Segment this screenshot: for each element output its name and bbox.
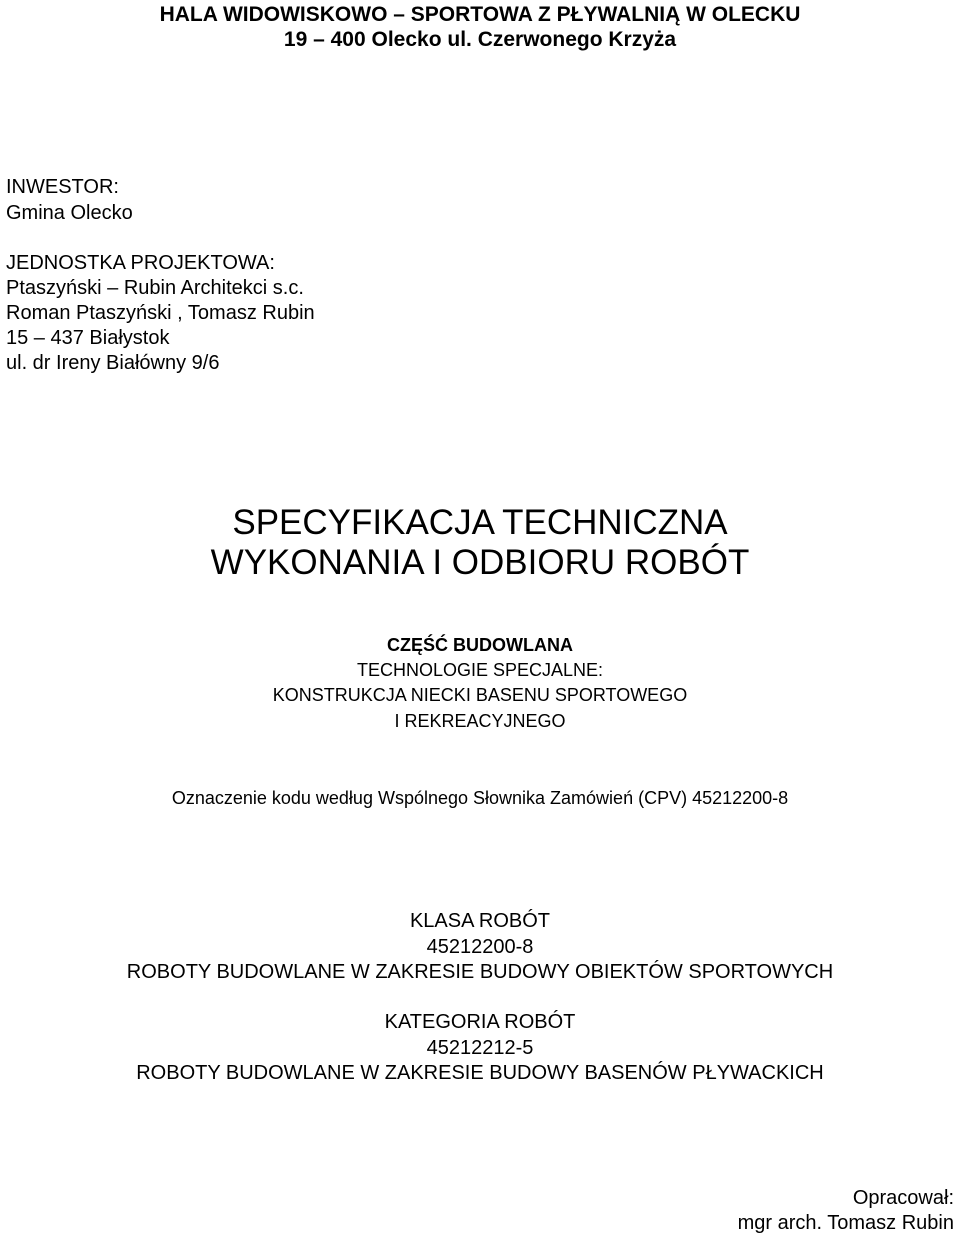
cpv-code: Oznaczenie kodu według Wspólnego Słownika Zamówień (CPV) 45212200-8 bbox=[171, 788, 789, 808]
design-unit-company: Ptaszyński – Rubin Architekci s.c. bbox=[6, 277, 304, 299]
work-class-code: 45212200-8 bbox=[426, 936, 534, 958]
work-category-description: ROBOTY BUDOWLANE W ZAKRESIE BUDOWY BASENÓW PŁYWACKICH bbox=[136, 1062, 824, 1084]
investor-label: INWESTOR: bbox=[6, 176, 119, 198]
investor-name: Gmina Olecko bbox=[6, 202, 133, 224]
author-name: mgr arch. Tomasz Rubin bbox=[737, 1212, 954, 1234]
section-construction: KONSTRUKCJA NIECKI BASENU SPORTOWEGO bbox=[272, 685, 688, 705]
design-unit-label: JEDNOSTKA PROJEKTOWA: bbox=[6, 252, 275, 274]
section-part: CZĘŚĆ BUDOWLANA bbox=[387, 635, 573, 655]
section-recreation: I REKREACYJNEGO bbox=[394, 711, 566, 731]
project-address: 19 – 400 Olecko ul. Czerwonego Krzyża bbox=[283, 28, 677, 51]
design-unit-street: ul. dr Ireny Białówny 9/6 bbox=[6, 352, 220, 374]
document-title-line2: WYKONANIA I ODBIORU ROBÓT bbox=[210, 543, 750, 582]
work-class-label: KLASA ROBÓT bbox=[409, 910, 551, 932]
section-tech: TECHNOLOGIE SPECJALNE: bbox=[356, 660, 604, 680]
author-label: Opracował: bbox=[852, 1187, 954, 1209]
work-category-code: 45212212-5 bbox=[426, 1037, 534, 1059]
design-unit-postal: 15 – 437 Białystok bbox=[6, 327, 170, 349]
project-title: HALA WIDOWISKOWO – SPORTOWA Z PŁYWALNIĄ W OLECKU bbox=[159, 3, 801, 26]
work-category-label: KATEGORIA ROBÓT bbox=[384, 1011, 576, 1033]
document-title-line1: SPECYFIKACJA TECHNICZNA bbox=[232, 503, 728, 542]
work-class-description: ROBOTY BUDOWLANE W ZAKRESIE BUDOWY OBIEKTÓW SPORTOWYCH bbox=[126, 961, 834, 983]
design-unit-partners: Roman Ptaszyński , Tomasz Rubin bbox=[6, 302, 315, 324]
